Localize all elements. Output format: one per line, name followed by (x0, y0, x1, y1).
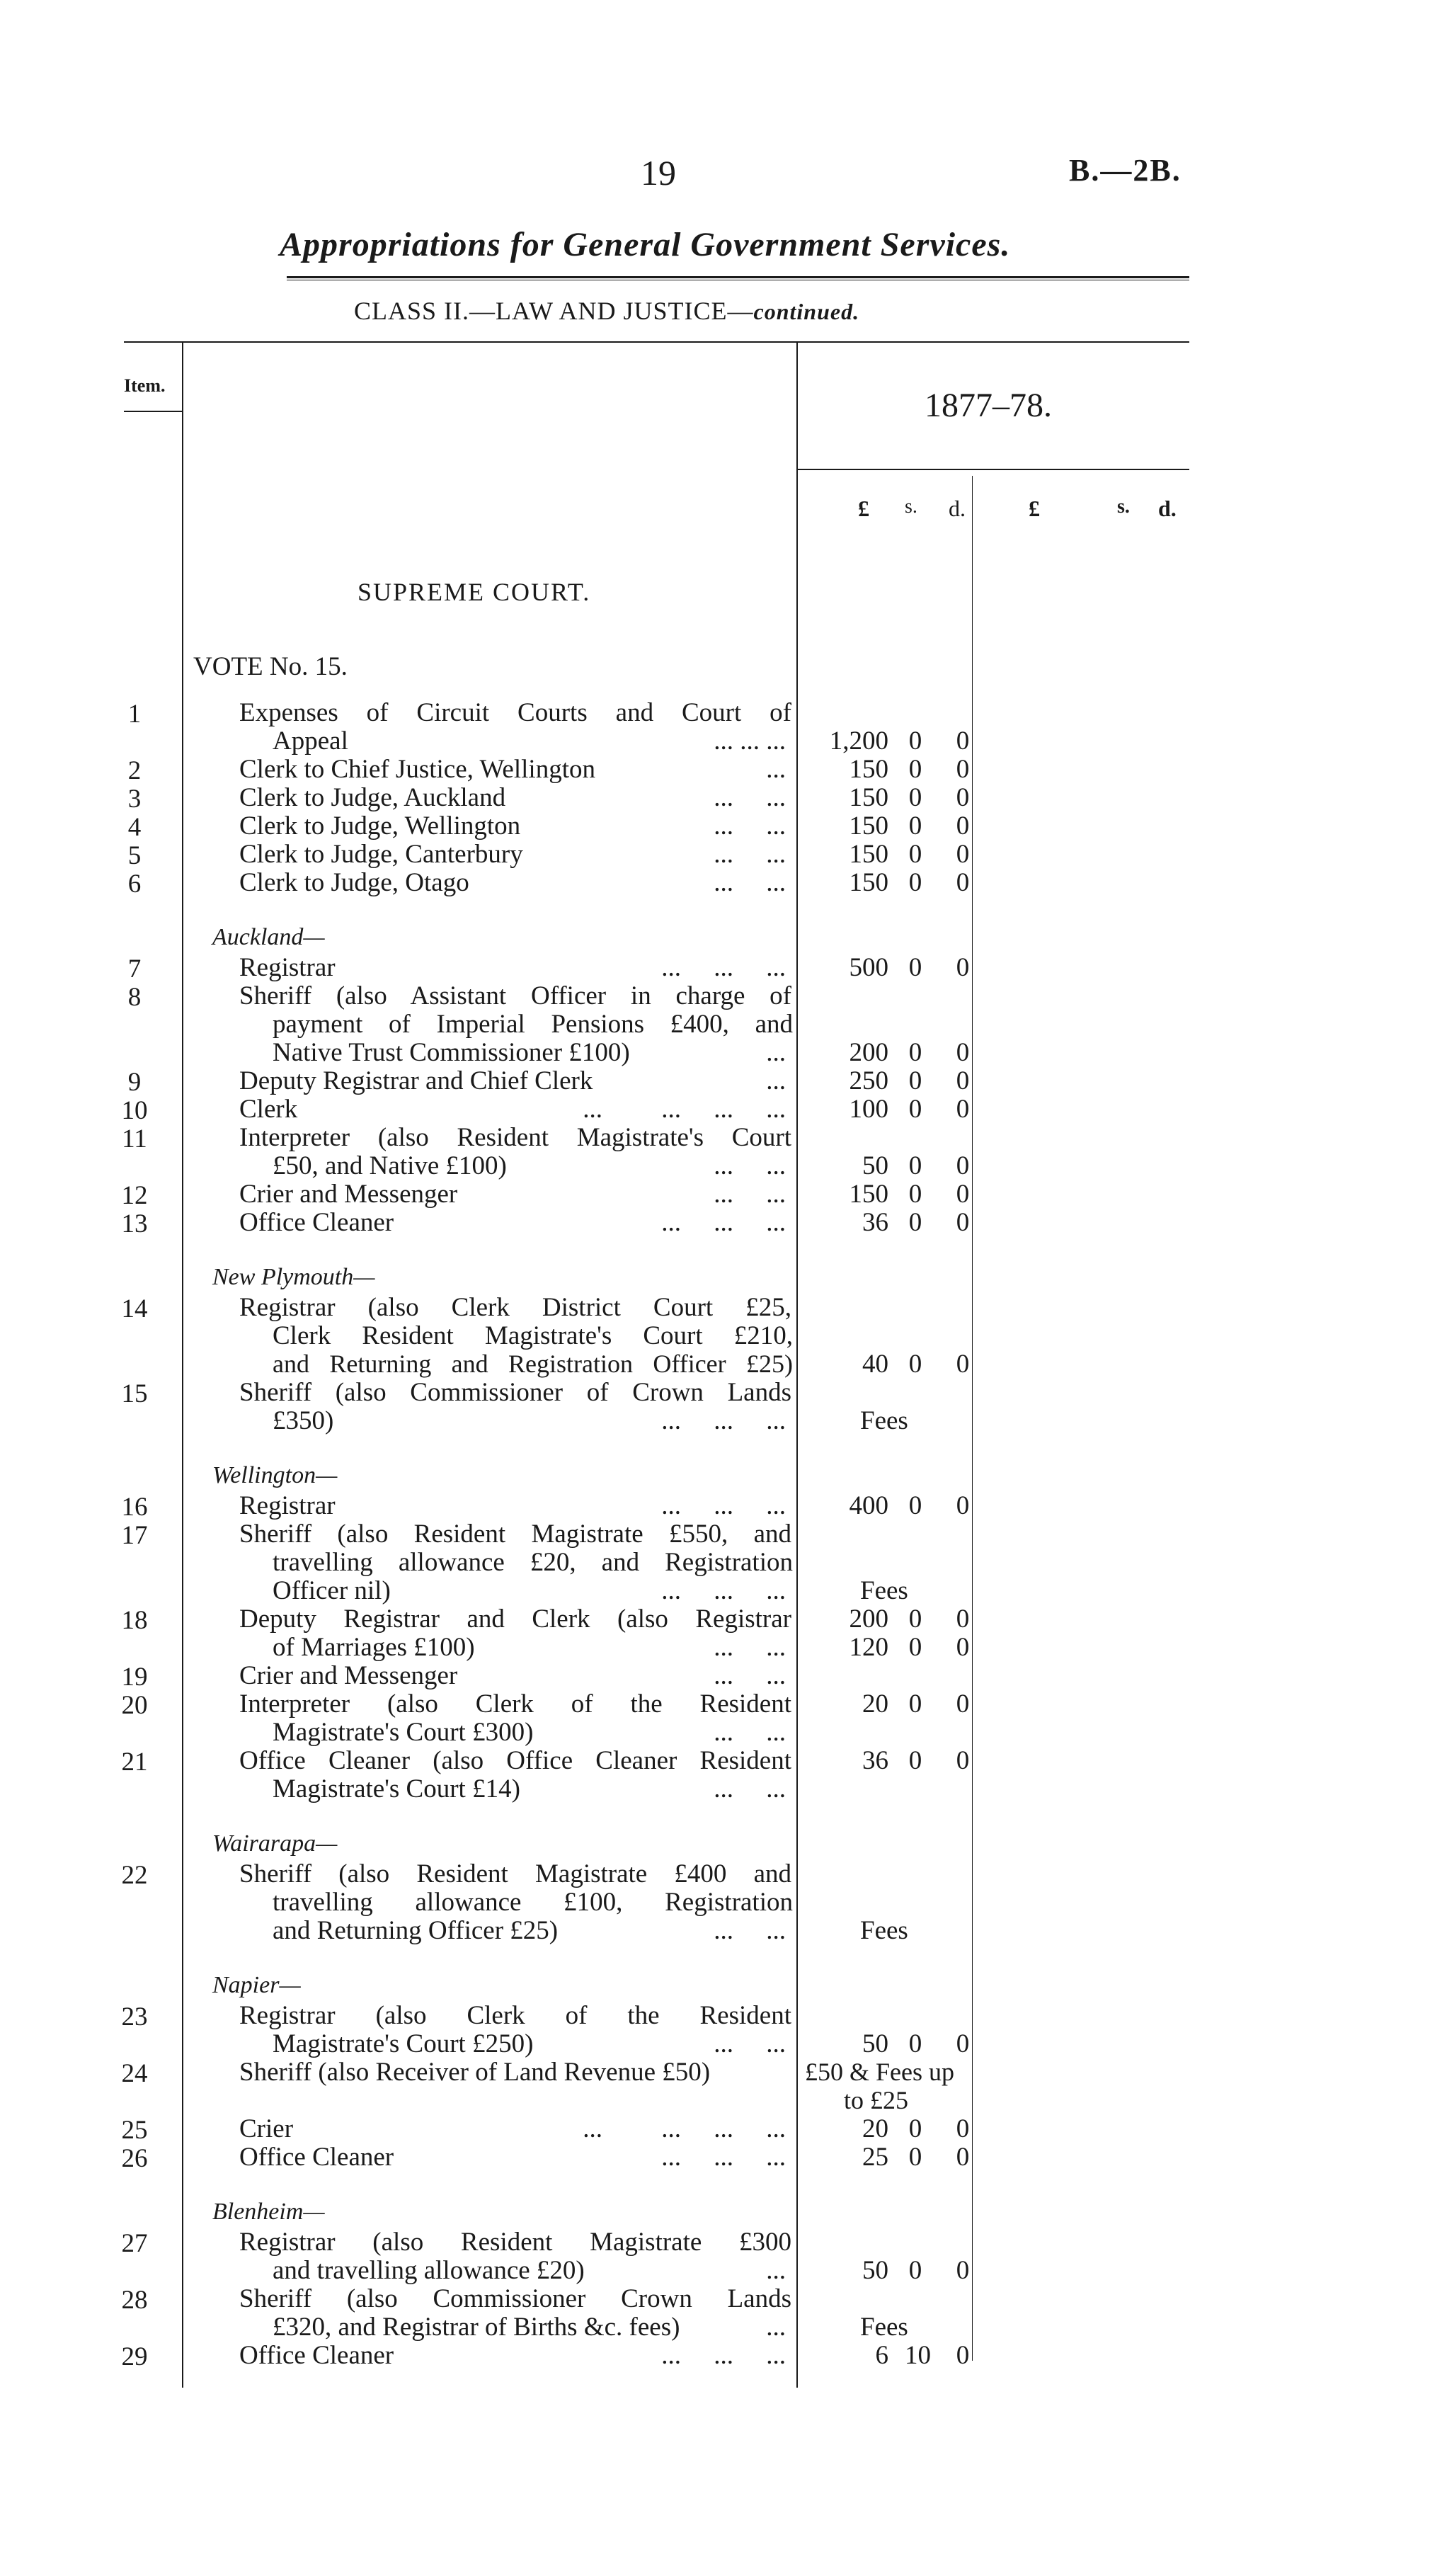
item-number: 1 (127, 700, 142, 729)
item-number: 16 (121, 1493, 148, 1522)
amount-shillings: 0 (908, 1038, 922, 1067)
item-number: 12 (121, 1181, 148, 1210)
item-description: Sheriff (also Commissioner Crown Lands (239, 2284, 791, 2313)
table-row (0, 2142, 1430, 2173)
item-number: 18 (121, 1606, 148, 1635)
amount-pounds: 36 (862, 1746, 888, 1775)
shilling-unit-1: s. (905, 496, 917, 518)
pence-unit-2: d. (1158, 496, 1177, 521)
item-number: 14 (121, 1294, 148, 1323)
item-header-rule (124, 411, 182, 412)
amount-pence: 0 (956, 2114, 970, 2143)
place-heading-napier: Napier— (212, 1972, 301, 1998)
table-row-continuation (0, 2312, 1430, 2340)
year-header-rule (796, 469, 1189, 470)
amount-shillings: 0 (908, 1689, 922, 1719)
amount-shillings: 10 (905, 2341, 931, 2370)
dot-leader: ... ... ... (661, 1208, 786, 1237)
item-number: 8 (127, 983, 142, 1012)
dot-leader: ... ... ... ... (583, 2114, 786, 2143)
amount-pounds: 50 (862, 2256, 888, 2285)
item-description: and travelling allowance £20) (273, 2256, 585, 2285)
amount-pounds: 150 (849, 840, 888, 869)
dot-leader: ... ... (714, 1774, 786, 1803)
dot-leader: ... ... (714, 868, 786, 897)
table-row-continuation (0, 1632, 1430, 1660)
item-number: 2 (127, 756, 142, 785)
item-number: 6 (127, 870, 142, 899)
place-heading-wairarapa: Wairarapa— (212, 1830, 338, 1857)
amount-pounds: 250 (849, 1066, 888, 1095)
item-description: Office Cleaner (also Office Cleaner Resident (239, 1746, 791, 1775)
item-description: Clerk to Chief Justice, Wellington (239, 755, 595, 784)
item-number: 27 (121, 2229, 148, 2258)
place-heading-wellington: Wellington— (212, 1462, 338, 1488)
table-row (0, 1122, 1430, 1151)
item-description: Magistrate's Court £250) (273, 2029, 534, 2058)
amount-pence: 0 (956, 1350, 970, 1379)
item-number: 22 (121, 1861, 148, 1890)
amount-shillings: 0 (908, 726, 922, 756)
item-description: Expenses of Circuit Courts and Court of (239, 698, 791, 727)
dot-leader: ... ... (714, 1661, 786, 1690)
dot-leader: ... ... ... (714, 726, 786, 756)
item-number: 19 (121, 1663, 148, 1692)
amount-pence: 0 (956, 755, 970, 784)
dot-leader: ... (766, 755, 786, 784)
table-top-rule (124, 341, 1189, 343)
table-row (0, 782, 1430, 814)
table-row-continuation (0, 1151, 1430, 1179)
item-number: 26 (121, 2144, 148, 2173)
item-description: and Returning Officer £25) (273, 1916, 559, 1945)
item-description: Crier and Messenger (239, 1180, 458, 1209)
amount-fees: Fees (860, 1406, 908, 1435)
dot-leader: ... ... ... (661, 2341, 786, 2370)
item-description: payment of Imperial Pensions £400, and (273, 1010, 793, 1039)
item-description: travelling allowance £100, Registration (273, 1888, 793, 1917)
dot-leader: ... ... ... (661, 1491, 786, 1520)
item-number: 9 (127, 1068, 142, 1097)
amount-pence: 0 (956, 811, 970, 840)
table-row (0, 1179, 1430, 1210)
item-number: 17 (121, 1521, 148, 1550)
amount-shillings: 0 (908, 2114, 922, 2143)
amount-shillings: 0 (908, 2143, 922, 2172)
amount-pounds: 200 (849, 1605, 888, 1634)
table-row (0, 1491, 1430, 1522)
pence-unit-1: d. (949, 496, 966, 521)
table-row (0, 1066, 1430, 1097)
item-description: Crier and Messenger (239, 1661, 458, 1690)
amount-pounds: 150 (849, 868, 888, 897)
amount-pounds: 150 (849, 783, 888, 812)
table-row (0, 1660, 1430, 1692)
table-row (0, 1377, 1430, 1406)
amount-shillings: 0 (908, 1633, 922, 1662)
pound-unit-1: £ (858, 496, 869, 521)
item-number: 21 (121, 1748, 148, 1777)
amount-pence: 0 (956, 1605, 970, 1634)
table-row-continuation (0, 1887, 1430, 1915)
place-heading-new-plymouth: New Plymouth— (212, 1264, 375, 1290)
amount-pence: 0 (956, 1689, 970, 1719)
amount-shillings: 0 (908, 1491, 922, 1520)
dot-leader: ... ... (714, 1916, 786, 1945)
amount-pence: 0 (956, 1491, 970, 1520)
amount-pounds: 40 (862, 1350, 888, 1379)
table-row-continuation (0, 1009, 1430, 1037)
class-heading (354, 296, 859, 326)
amount-pence: 0 (956, 2029, 970, 2058)
dot-leader: ... ... (714, 1180, 786, 1209)
item-description: £320, and Registrar of Births &c. fees) (273, 2313, 680, 2342)
place-heading-blenheim: Blenheim— (212, 2199, 325, 2225)
item-description: Office Cleaner (239, 2143, 394, 2172)
item-description: Sheriff (also Resident Magistrate £400 and (239, 1859, 791, 1888)
dot-leader: ... ... (714, 811, 786, 840)
table-row-continuation (0, 1406, 1430, 1434)
page-number: 19 (641, 153, 676, 193)
item-description: Office Cleaner (239, 1208, 394, 1237)
item-description: Registrar (also Resident Magistrate £300 (239, 2228, 791, 2257)
amount-shillings: 0 (908, 2256, 922, 2285)
dot-leader: ... ... (714, 2029, 786, 2058)
table-row-continuation (0, 1915, 1430, 1944)
table-row (0, 981, 1430, 1012)
amount-pence: 0 (956, 726, 970, 756)
item-number: 20 (121, 1691, 148, 1720)
item-description: £50, and Native £100) (273, 1151, 507, 1180)
item-description: travelling allowance £20, and Registration (273, 1548, 793, 1577)
table-row (0, 2340, 1430, 2369)
table-row-continuation (0, 726, 1430, 754)
amount-shillings: 0 (908, 868, 922, 897)
table-row (0, 811, 1430, 842)
amount-pence: 0 (956, 868, 970, 897)
year-column-header: 1877–78. (925, 387, 1052, 424)
table-row-continuation (0, 1037, 1430, 1066)
item-description: Magistrate's Court £300) (273, 1718, 534, 1747)
amount-pounds: 400 (849, 1491, 888, 1520)
table-row-continuation (0, 1547, 1430, 1575)
amount-shillings: 0 (908, 1350, 922, 1379)
amount-pence: 0 (956, 840, 970, 869)
item-description: Registrar (239, 1491, 336, 1520)
item-description: Clerk Resident Magistrate's Court £210, (273, 1321, 793, 1350)
item-number: 11 (122, 1124, 147, 1153)
place-heading-auckland: Auckland— (212, 924, 325, 950)
dot-leader: ... ... ... (661, 1406, 786, 1435)
class-heading-suffix: continued. (753, 299, 860, 324)
amount-pounds: 50 (862, 2029, 888, 2058)
item-description: Registrar (239, 953, 336, 982)
item-description: Officer nil) (273, 1576, 391, 1605)
amount-pence: 0 (956, 953, 970, 982)
item-description: Clerk to Judge, Otago (239, 868, 469, 897)
amount-pence: 0 (956, 1095, 970, 1124)
amount-pence: 0 (956, 1633, 970, 1662)
table-row (0, 1207, 1430, 1236)
dot-leader: ... (766, 1038, 786, 1067)
item-number: 5 (127, 841, 142, 870)
amount-shillings: 0 (908, 840, 922, 869)
item-description: £350) (273, 1406, 334, 1435)
amount-pence: 0 (956, 2341, 970, 2370)
amount-shillings: 0 (908, 2029, 922, 2058)
table-row (0, 2284, 1430, 2315)
amount-pounds: 1,200 (829, 726, 888, 756)
item-description: and Returning and Registration Officer £25) (273, 1350, 793, 1378)
item-description: Deputy Registrar and Clerk (also Registrar (239, 1605, 791, 1634)
item-description: Clerk to Judge, Canterbury (239, 840, 523, 869)
amount-fees: Fees (860, 1576, 908, 1605)
dot-leader: ... ... (714, 783, 786, 812)
amount-pounds: 150 (849, 1180, 888, 1209)
table-row (0, 1859, 1430, 1890)
table-row-continuation (0, 1321, 1430, 1349)
amount-pence: 0 (956, 1746, 970, 1775)
amount-text: £50 & Fees up (805, 2058, 954, 2086)
amount-pounds: 20 (862, 1689, 888, 1719)
dot-leader: ... ... ... (661, 2143, 786, 2172)
title-rule (287, 276, 1189, 278)
amount-pence: 0 (956, 1038, 970, 1067)
amount-fees: Fees (860, 2313, 908, 2342)
table-row-continuation (0, 1774, 1430, 1802)
amount-shillings: 0 (908, 1095, 922, 1124)
amount-pounds: 100 (849, 1095, 888, 1124)
pound-unit-2: £ (1029, 496, 1040, 521)
table-row (0, 2114, 1430, 2145)
item-number: 23 (121, 2002, 148, 2031)
item-number: 25 (121, 2116, 148, 2145)
dot-leader: ... ... ... (661, 953, 786, 982)
item-description: Appeal (273, 726, 348, 756)
dot-leader: ... (766, 2256, 786, 2285)
item-description: Sheriff (also Assistant Officer in charge of (239, 981, 791, 1010)
item-description: Clerk to Judge, Wellington (239, 811, 521, 840)
amount-shillings: 0 (908, 1151, 922, 1180)
amount-pounds: 50 (862, 1151, 888, 1180)
item-number: 4 (127, 813, 142, 842)
item-description: Native Trust Commissioner £100) (273, 1038, 630, 1067)
amount-shillings: 0 (908, 1605, 922, 1634)
table-row-continuation (0, 2029, 1430, 2057)
item-description: Office Cleaner (239, 2341, 394, 2370)
amount-pounds: 500 (849, 953, 888, 982)
item-description: of Marriages £100) (273, 1633, 475, 1662)
item-number: 24 (121, 2059, 148, 2088)
amount-pounds: 20 (862, 2114, 888, 2143)
table-row-continuation (0, 1349, 1430, 1377)
item-number: 3 (127, 785, 142, 814)
item-number: 10 (121, 1096, 148, 1125)
dot-leader: ... ... (714, 1718, 786, 1747)
table-row (0, 1689, 1430, 1720)
item-description: Interpreter (also Resident Magistrate's Court (239, 1123, 791, 1152)
table-row (0, 2057, 1430, 2088)
amount-pence: 0 (956, 1180, 970, 1209)
table-row (0, 867, 1430, 899)
amount-pounds: 120 (849, 1633, 888, 1662)
amount-shillings: 0 (908, 811, 922, 840)
dot-leader: ... ... (714, 840, 786, 869)
dot-leader: ... ... (714, 1151, 786, 1180)
amount-shillings: 0 (908, 755, 922, 784)
item-description: Registrar (also Clerk District Court £25, (239, 1293, 791, 1322)
table-row-continuation (0, 1575, 1430, 1604)
shilling-unit-2: s. (1117, 496, 1130, 518)
amount-pence: 0 (956, 1066, 970, 1095)
dot-leader: ... (766, 2313, 786, 2342)
class-heading-text: CLASS II.—LAW AND JUSTICE— (354, 297, 754, 325)
item-description: Sheriff (also Commissioner of Crown Lands (239, 1378, 791, 1407)
table-row (0, 839, 1430, 870)
item-column-header: Item. (124, 375, 166, 396)
table-row (0, 2227, 1430, 2258)
table-row-continuation (0, 2255, 1430, 2284)
table-row (0, 2000, 1430, 2029)
section-heading: SUPREME COURT. (358, 578, 591, 606)
item-number: 13 (121, 1209, 148, 1238)
amount-pence: 0 (956, 2256, 970, 2285)
dot-leader: ... ... ... (661, 1576, 786, 1605)
table-row-continuation (0, 1717, 1430, 1745)
item-description: Clerk to Judge, Auckland (239, 783, 506, 812)
dot-leader: ... (766, 1066, 786, 1095)
amount-shillings: 0 (908, 1208, 922, 1237)
amount-pounds: 25 (862, 2143, 888, 2172)
amount-pence: 0 (956, 1151, 970, 1180)
amount-pounds: 150 (849, 811, 888, 840)
table-row (0, 1094, 1430, 1125)
item-description: Interpreter (also Clerk of the Resident (239, 1689, 791, 1719)
table-row (0, 697, 1430, 729)
amount-pounds: 36 (862, 1208, 888, 1237)
table-row (0, 952, 1430, 984)
amount-shillings: 0 (908, 783, 922, 812)
item-description: Magistrate's Court £14) (273, 1774, 520, 1803)
item-number: 28 (121, 2286, 148, 2315)
item-description: Sheriff (also Receiver of Land Revenue £50) (239, 2058, 711, 2087)
table-row-continuation (0, 2085, 1430, 2114)
item-description: Crier (239, 2114, 294, 2143)
page-title: Appropriations for General Government Services. (280, 226, 1011, 263)
amount-pounds: 6 (875, 2341, 888, 2370)
item-number: 15 (121, 1379, 148, 1408)
item-description: Sheriff (also Resident Magistrate £550, and (239, 1520, 791, 1549)
amount-pence: 0 (956, 2143, 970, 2172)
item-number: 7 (127, 954, 142, 984)
table-row (0, 754, 1430, 785)
amount-pence: 0 (956, 783, 970, 812)
amount-text: to £25 (844, 2086, 909, 2114)
item-description: Deputy Registrar and Chief Clerk (239, 1066, 593, 1095)
amount-pounds: 200 (849, 1038, 888, 1067)
amount-pence: 0 (956, 1208, 970, 1237)
amount-shillings: 0 (908, 1180, 922, 1209)
dot-leader: ... ... ... ... (583, 1095, 786, 1124)
dot-leader: ... ... (714, 1633, 786, 1662)
amount-pounds: 150 (849, 755, 888, 784)
amount-shillings: 0 (908, 1746, 922, 1775)
amount-shillings: 0 (908, 953, 922, 982)
table-row (0, 1519, 1430, 1550)
document-reference: B.—2B. (1069, 153, 1182, 188)
item-description: Clerk (239, 1095, 298, 1124)
amount-shillings: 0 (908, 1066, 922, 1095)
item-number: 29 (121, 2342, 148, 2371)
amount-fees: Fees (860, 1916, 908, 1945)
vote-number: VOTE No. 15. (193, 652, 348, 681)
table-row (0, 1745, 1430, 1777)
item-description: Registrar (also Clerk of the Resident (239, 2001, 791, 2030)
table-row (0, 1292, 1430, 1321)
table-row (0, 1604, 1430, 1635)
